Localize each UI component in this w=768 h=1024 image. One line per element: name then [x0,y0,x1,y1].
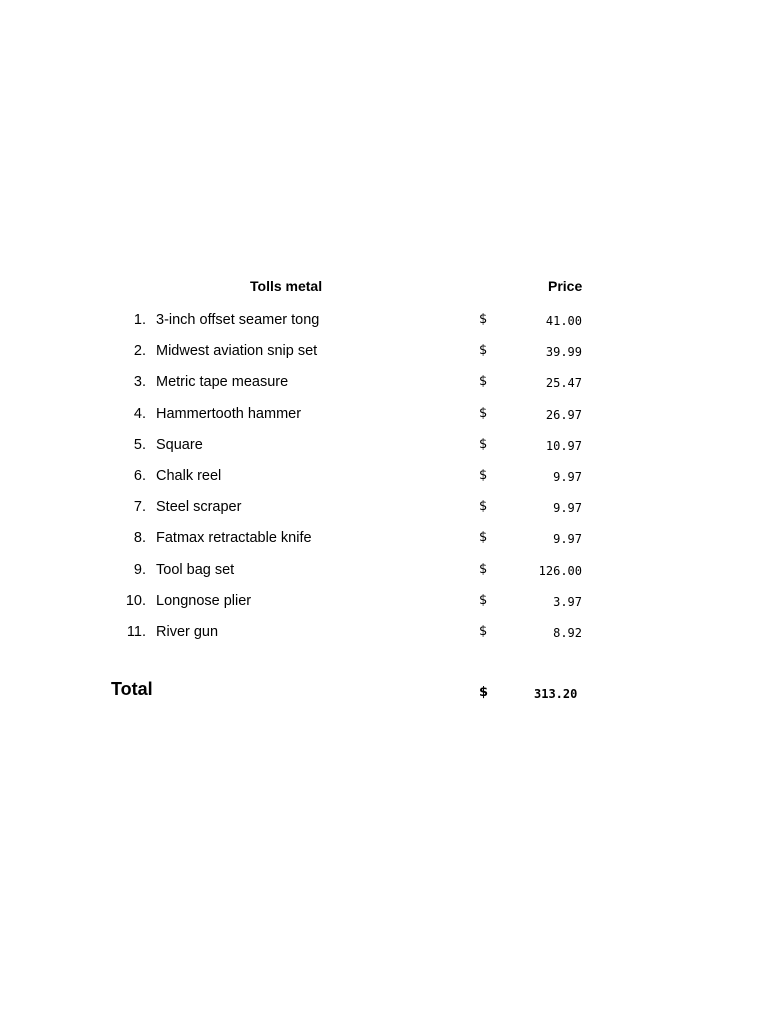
item-currency: $ [479,530,488,546]
item-price: 26.97 [545,407,582,422]
item-number: 11. [126,623,146,640]
item-number: 6. [133,467,146,484]
item-price: 9.97 [553,501,582,516]
item-price: 9.97 [553,469,582,484]
list-item [0,496,768,527]
item-number: 5. [133,436,146,453]
item-name: Longnose plier [156,592,252,609]
total-currency: $ [479,685,489,700]
item-number: 8. [133,530,146,547]
item-price: 39.99 [545,345,582,360]
list-item [0,527,768,558]
item-name: Midwest aviation snip set [156,343,318,360]
item-price: 10.97 [545,438,582,453]
total-label: Total [111,679,153,699]
list-item [0,621,768,652]
item-name: Metric tape measure [156,374,289,391]
item-price: 9.97 [553,532,582,547]
list-item [0,371,768,402]
item-name: Tool bag set [156,561,235,578]
item-price: 25.47 [545,376,582,391]
item-currency: $ [479,561,488,577]
item-currency: $ [479,374,488,390]
item-name: Steel scraper [156,499,242,516]
list-item [0,309,768,340]
total-amount: 313.20 [534,687,578,701]
item-price: 126.00 [538,563,582,578]
price-column-header: Price [548,278,583,294]
item-name: River gun [156,623,219,640]
item-price: 3.97 [553,594,582,609]
item-name: Fatmax retractable knife [156,530,312,547]
item-price: 41.00 [545,314,582,328]
item-name: Square [156,436,203,453]
list-item [0,465,768,496]
item-number: 9. [133,561,146,578]
list-item [0,403,768,434]
item-currency: $ [479,623,488,639]
item-currency: $ [479,467,488,483]
list-item [0,590,768,621]
item-number: 10. [125,592,146,609]
item-currency: $ [479,499,488,515]
item-name: Chalk reel [156,467,222,484]
item-currency: $ [479,592,488,608]
list-item [0,434,768,465]
list-item [0,559,768,590]
item-number: 1. [133,312,146,328]
item-price: 8.92 [553,625,582,640]
item-currency: $ [479,436,488,452]
item-currency: $ [479,343,488,359]
item-currency: $ [479,312,488,327]
item-number: 2. [133,343,146,360]
item-currency: $ [479,405,488,421]
item-number: 4. [133,405,146,422]
item-name: Hammertooth hammer [156,405,302,422]
item-number: 7. [133,499,146,516]
list-item [0,340,768,371]
item-list [0,309,768,652]
item-number: 3. [133,374,146,391]
item-name: 3-inch offset seamer tong [156,312,320,328]
item-column-header: Tolls metal [250,278,323,294]
